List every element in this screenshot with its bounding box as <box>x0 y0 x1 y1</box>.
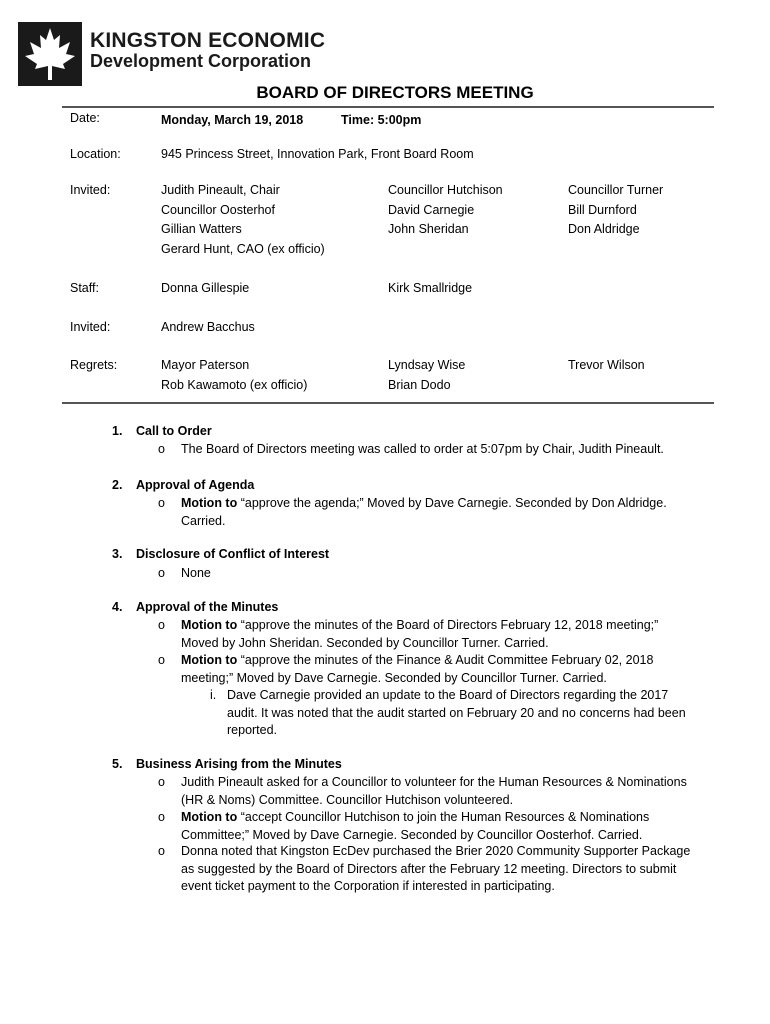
staff-member: Kirk Smallridge <box>388 281 473 295</box>
regret: Mayor Paterson <box>161 358 250 372</box>
invitee: Councillor Hutchison <box>388 183 503 197</box>
header-rule <box>62 402 714 404</box>
sub-item-number: i. <box>210 688 217 702</box>
invitee: Councillor Oosterhof <box>161 202 275 217</box>
list-item: Motion to “approve the minutes of the Finance & Audit Committee February 02, 2018 meeting;” Moved by Dave Carnegie. Seconded by Councillor Turner. Carried. <box>181 653 654 685</box>
section-heading: 4. Approval of the Minutes <box>112 600 279 614</box>
list-item: Motion to “accept Councillor Hutchison to join the Human Resources & Nominations Committee;” Moved by Dave Carnegie. Seconded by Councillor Oosterhof. Carried. <box>181 810 650 842</box>
top-rule <box>62 106 714 108</box>
invited-col3 <box>568 181 663 240</box>
maple-leaf-icon <box>18 22 82 86</box>
list-item: Motion to “approve the minutes of the Board of Directors February 12, 2018 meeting;” Moved by John Sheridan. Seconded by Councillor Turner. Carried. <box>181 618 659 650</box>
staff-label: Staff: <box>70 281 99 295</box>
bullet-icon: o <box>158 496 165 510</box>
list-item: Motion to “approve the agenda;” Moved by Dave Carnegie. Seconded by Don Aldridge. Carried. <box>181 496 667 528</box>
regret: Brian Dodo <box>388 377 451 392</box>
invitee: Gerard Hunt, CAO (ex officio) <box>161 241 325 256</box>
invitee: Councillor Turner <box>568 183 664 197</box>
org-name-line1: KINGSTON ECONOMIC <box>90 29 326 52</box>
invited2-label: Invited: <box>70 320 111 334</box>
list-item: Donna noted that Kingston EcDev purchased the Brier 2020 Community Supporter Package as suggested by the Board of Directors after the February 12 meeting. Directors to submit event ticket payment to the Corporation if interested in participating. <box>181 844 691 893</box>
org-name <box>90 30 325 70</box>
org-name-line2: Development Corporation <box>90 51 312 71</box>
invitee: Don Aldridge <box>568 222 640 236</box>
invitee: Gillian Watters <box>161 222 242 236</box>
bullet-icon: o <box>158 566 165 580</box>
section-heading: 2. Approval of Agenda <box>112 478 255 492</box>
invited-col1 <box>161 181 325 259</box>
bullet-icon: o <box>158 618 165 632</box>
sub-item: Dave Carnegie provided an update to the Board of Directors regarding the 2017 audit. It was noted that the audit started on February 20 and no concerns had been reported. <box>227 688 686 737</box>
location-value: 945 Princess Street, Innovation Park, Front Board Room <box>161 147 474 161</box>
list-item: The Board of Directors meeting was called to order at 5:07pm by Chair, Judith Pineault. <box>181 442 664 456</box>
regrets-col1 <box>161 356 307 395</box>
bullet-icon: o <box>158 653 165 667</box>
invited-label: Invited: <box>70 183 111 197</box>
invited-col2 <box>388 181 503 240</box>
time-value: Time: 5:00pm <box>341 113 422 127</box>
staff-member: Donna Gillespie <box>161 281 250 295</box>
section-heading: 3. Disclosure of Conflict of Interest <box>112 547 330 561</box>
invitee: Bill Durnford <box>568 202 637 217</box>
regret: Rob Kawamoto (ex officio) <box>161 377 308 392</box>
bullet-icon: o <box>158 442 165 456</box>
invitee: John Sheridan <box>388 222 469 236</box>
regrets-col2 <box>388 356 465 395</box>
section-heading: 1. Call to Order <box>112 424 212 438</box>
date-value: Monday, March 19, 2018 <box>161 113 304 127</box>
invitee: David Carnegie <box>388 202 475 217</box>
list-item: None <box>181 566 211 580</box>
regret: Trevor Wilson <box>568 358 645 372</box>
bullet-icon: o <box>158 775 165 789</box>
invited2-member: Andrew Bacchus <box>161 320 255 334</box>
page-title: BOARD OF DIRECTORS MEETING <box>256 83 534 102</box>
date-label: Date: <box>70 111 100 125</box>
regret: Lyndsay Wise <box>388 358 466 372</box>
location-label: Location: <box>70 147 121 161</box>
section-heading: 5. Business Arising from the Minutes <box>112 757 342 771</box>
bullet-icon: o <box>158 844 165 858</box>
bullet-icon: o <box>158 810 165 824</box>
invitee: Judith Pineault, Chair <box>161 183 280 197</box>
regrets-label: Regrets: <box>70 358 118 372</box>
list-item: Judith Pineault asked for a Councillor to volunteer for the Human Resources & Nominations (HR & Noms) Committee. Councillor Hutchison volunteered. <box>181 775 687 807</box>
